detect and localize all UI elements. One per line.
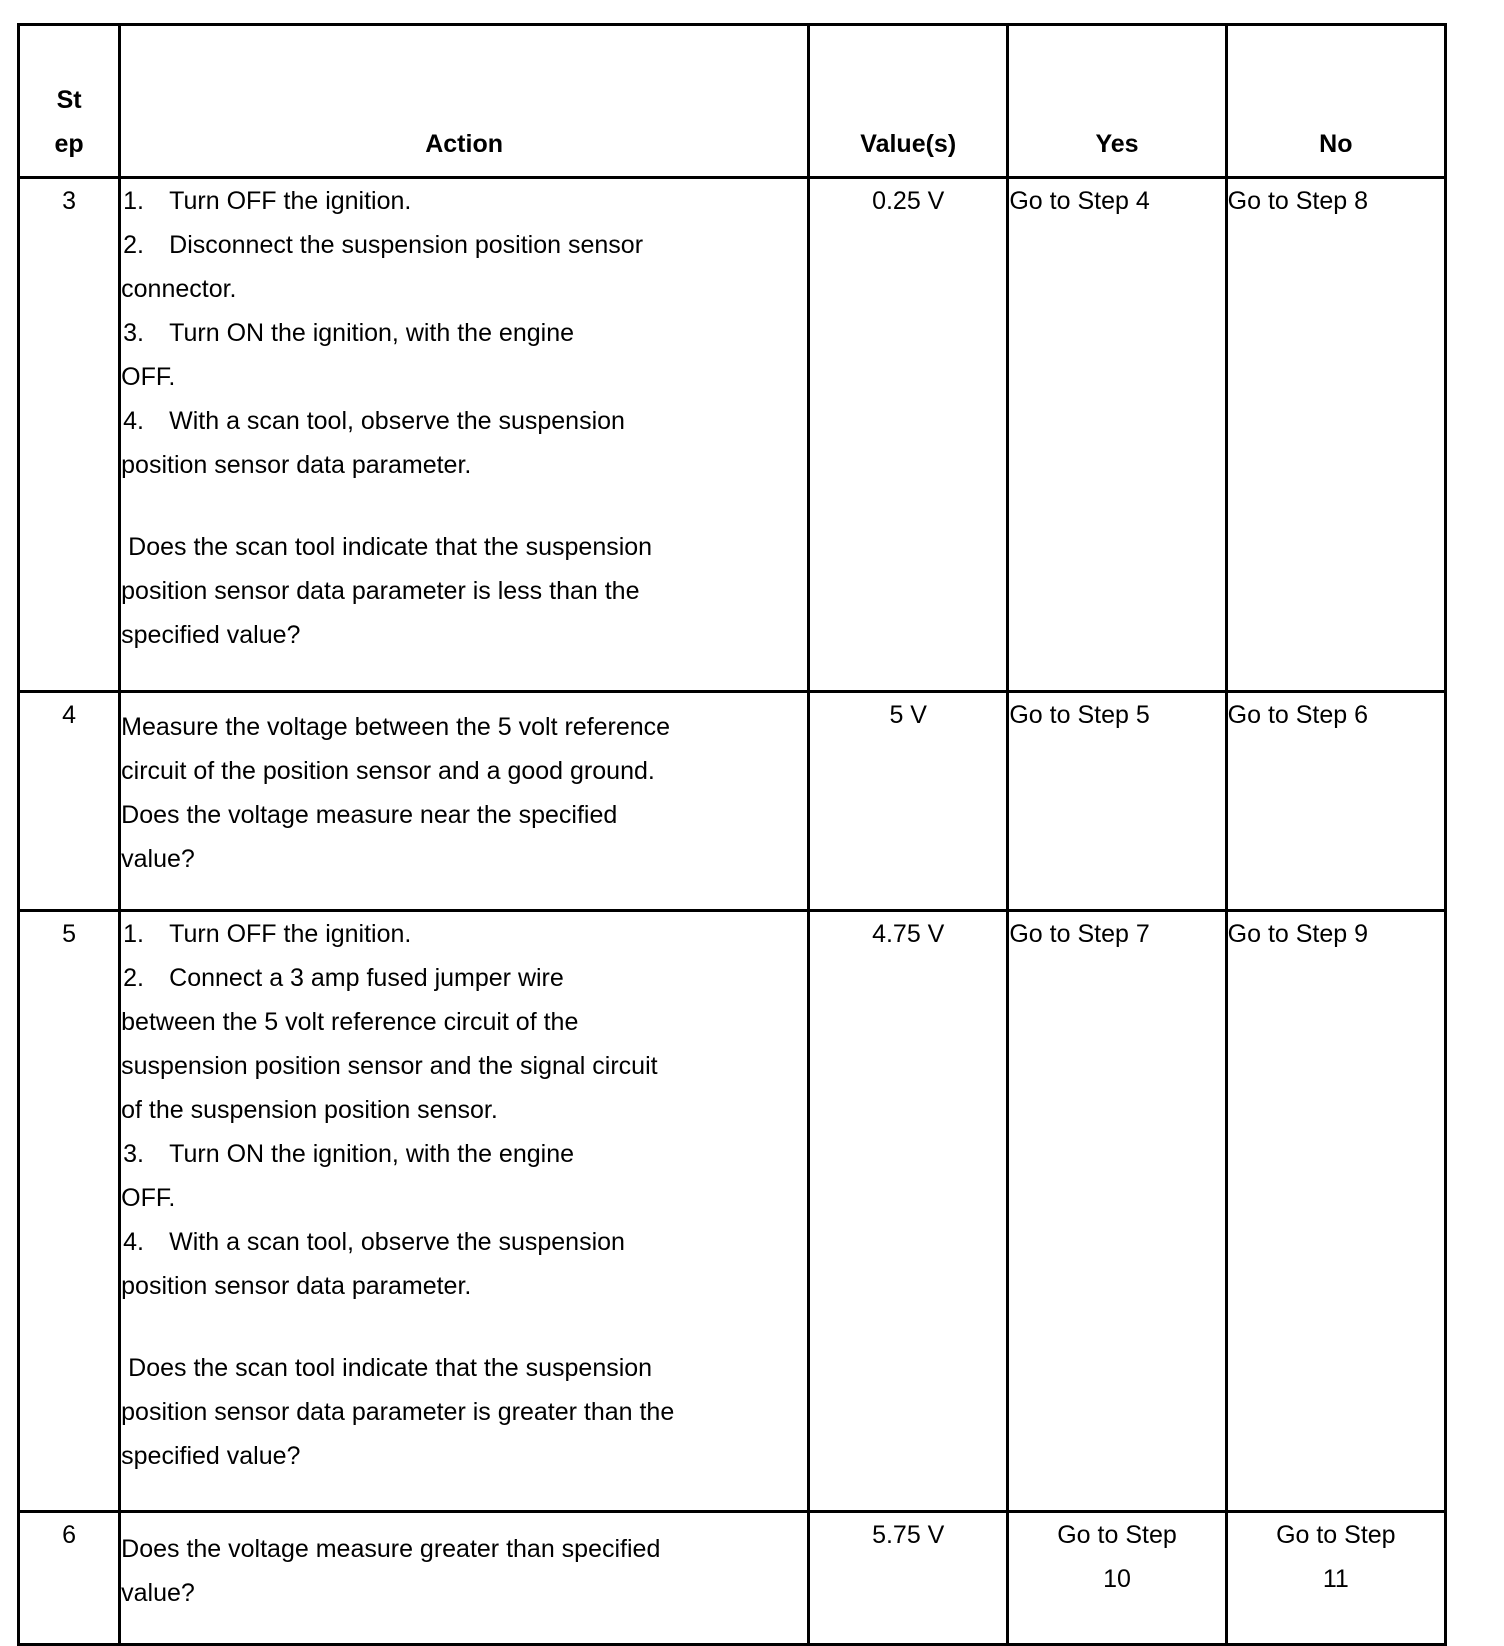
action-line: circuit of the position sensor and a good ground. (121, 757, 655, 785)
step-number: 5 (19, 911, 120, 1512)
question-line: Does the scan tool indicate that the suspension (128, 533, 653, 561)
yes-cell: Go to Step 4 (1008, 178, 1226, 692)
value-cell: 4.75 V (809, 911, 1008, 1512)
action-line: Measure the voltage between the 5 volt reference (121, 713, 671, 741)
question-line: specified value? (121, 621, 301, 649)
question-line: position sensor data parameter is less than the (121, 577, 640, 605)
action-cell (120, 1512, 809, 1645)
action-cell (120, 178, 809, 692)
diagnostic-table (17, 23, 1447, 1646)
table-row-step-4 (19, 692, 1446, 911)
no-line: 11 (1322, 1565, 1349, 1593)
table-row-step-6 (19, 1512, 1446, 1645)
step-number: 6 (19, 1512, 120, 1645)
value-cell: 0.25 V (809, 178, 1008, 692)
yes-cell (1008, 1512, 1226, 1645)
no-cell: Go to Step 6 (1226, 692, 1445, 911)
step-number: 4 (19, 692, 120, 911)
value-cell: 5 V (809, 692, 1008, 911)
yes-line: 10 (1103, 1565, 1131, 1593)
yes-line: Go to Step (1057, 1521, 1177, 1549)
action-line: Does the voltage measure greater than specified (121, 1535, 661, 1563)
no-cell (1226, 1512, 1445, 1645)
action-line: position sensor data parameter. (121, 451, 472, 479)
header-action: Action (120, 25, 809, 178)
action-line: 1. Turn OFF the ignition. (123, 187, 412, 215)
no-cell: Go to Step 9 (1226, 911, 1445, 1512)
header-values: Value(s) (809, 25, 1008, 178)
action-line: 3. Turn ON the ignition, with the engine (123, 319, 574, 347)
question-line: specified value? (121, 1442, 301, 1470)
value-cell: 5.75 V (809, 1512, 1008, 1645)
no-line: Go to Step (1276, 1521, 1396, 1549)
action-line: value? (121, 1579, 195, 1607)
yes-cell: Go to Step 5 (1008, 692, 1226, 911)
table-row-step-5 (19, 911, 1446, 1512)
question-line: position sensor data parameter is greater than the (121, 1398, 675, 1426)
action-line: 2. Disconnect the suspension position sensor (123, 231, 644, 259)
action-cell (120, 692, 809, 911)
action-line: 4. With a scan tool, observe the suspension (123, 407, 625, 435)
action-line: 3. Turn ON the ignition, with the engine (123, 1140, 574, 1168)
action-line: OFF. (121, 1184, 176, 1212)
action-line: connector. (121, 275, 237, 303)
header-step-line2: ep (54, 130, 84, 158)
action-line: OFF. (121, 363, 176, 391)
no-cell: Go to Step 8 (1226, 178, 1445, 692)
question-line: Does the scan tool indicate that the suspension (128, 1354, 653, 1382)
header-yes: Yes (1008, 25, 1226, 178)
step-number: 3 (19, 178, 120, 692)
action-line: Does the voltage measure near the specified (121, 801, 618, 829)
action-line: between the 5 volt reference circuit of the (121, 1008, 579, 1036)
action-cell (120, 911, 809, 1512)
action-line: value? (121, 845, 195, 873)
header-step-line1: St (56, 86, 82, 114)
action-line: position sensor data parameter. (121, 1272, 472, 1300)
header-step (19, 25, 120, 178)
action-line: suspension position sensor and the signal circuit (121, 1052, 658, 1080)
table-row-step-3 (19, 178, 1446, 692)
yes-cell: Go to Step 7 (1008, 911, 1226, 1512)
header-row (19, 25, 1446, 178)
action-line: 2. Connect a 3 amp fused jumper wire (123, 964, 564, 992)
action-line: of the suspension position sensor. (121, 1096, 498, 1124)
header-no: No (1226, 25, 1445, 178)
action-line: 1. Turn OFF the ignition. (123, 920, 412, 948)
action-line: 4. With a scan tool, observe the suspension (123, 1228, 625, 1256)
